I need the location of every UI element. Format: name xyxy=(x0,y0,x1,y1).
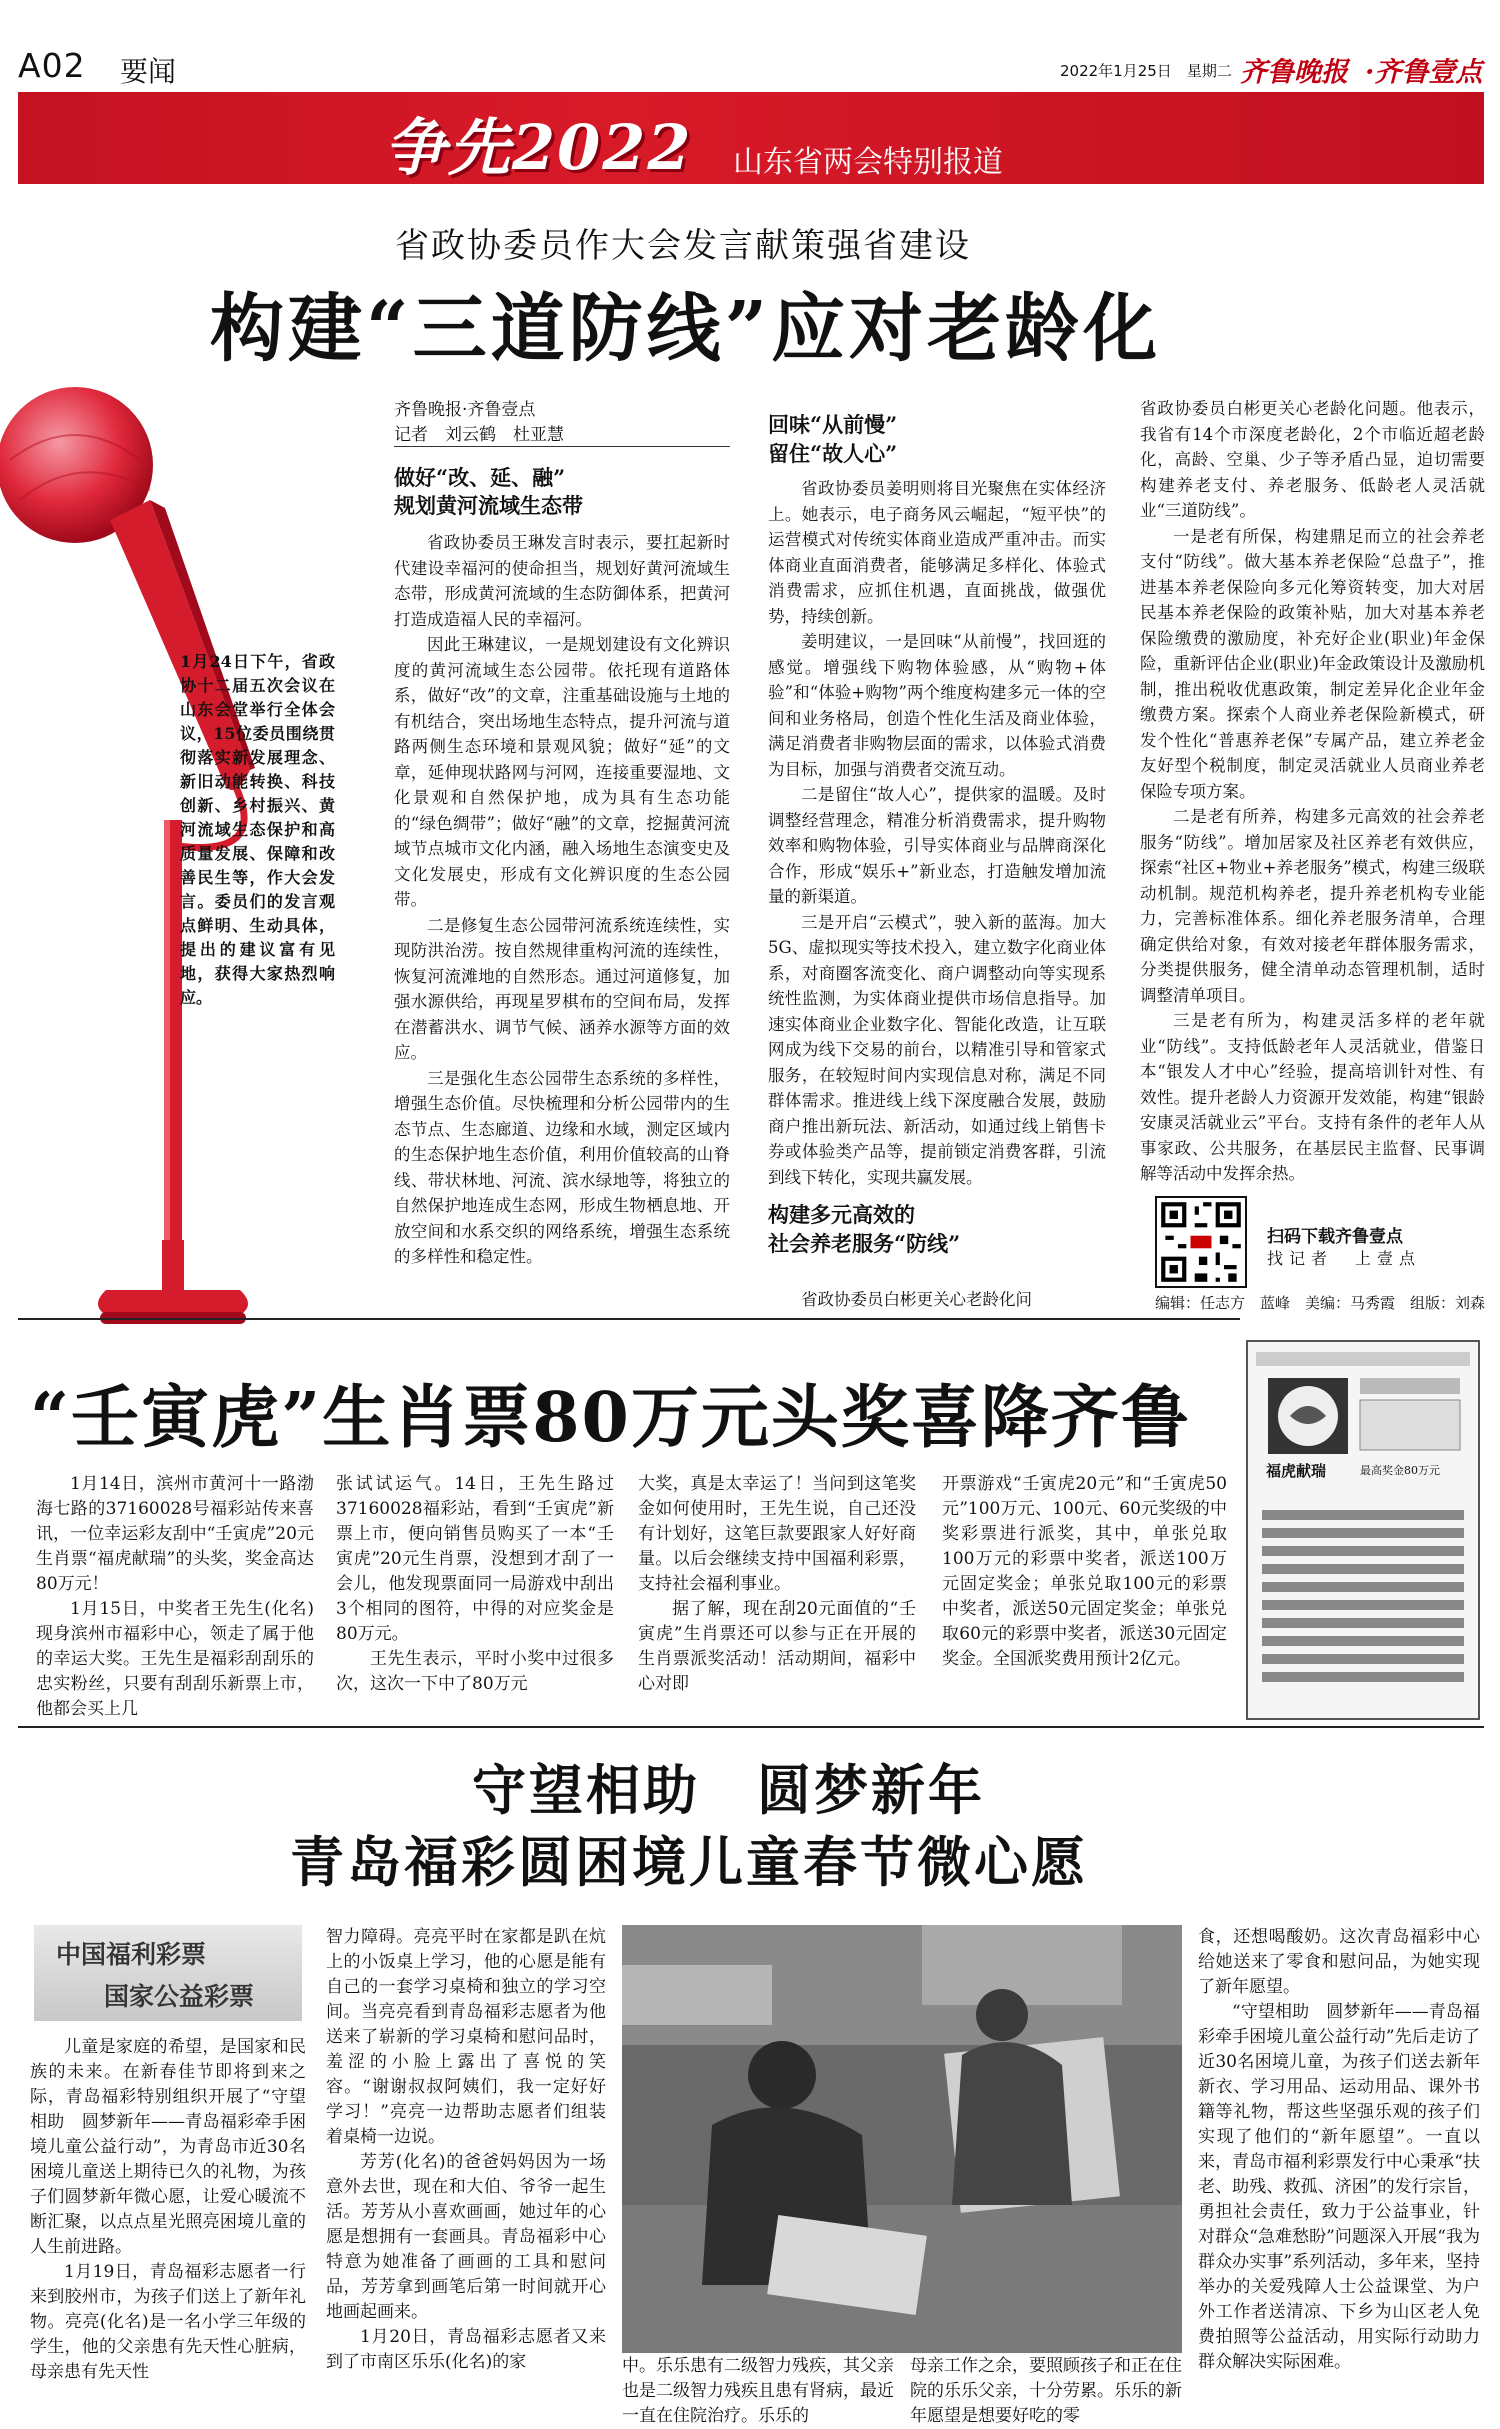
paragraph: 王先生表示，平时小奖中过很多次，这次一下中了80万元 xyxy=(336,1649,614,1694)
logo-line-2: 国家公益彩票 xyxy=(104,1982,255,2011)
paper-logo: 齐鲁晚报 xyxy=(1240,57,1348,88)
article1-column-3 xyxy=(1140,396,1485,1186)
photo-caption-right: 母亲工作之余，要照顾孩子和正在住院的乐乐父亲，十分劳累。乐乐的新年愿望是想要好吃的零 xyxy=(910,2356,1182,2426)
paragraph: 据了解，现在刮20元面值的“壬寅虎”生肖票还可以参与正在开展的生肖票派奖活动！活动期间，福彩中心对即 xyxy=(638,1599,916,1694)
paragraph: 省政协委员王琳发言时表示，要扛起新时代建设幸福河的使命担当，规划好黄河流域生态带，形成黄河流域的生态防御体系，把黄河打造成造福人民的幸福河。 xyxy=(394,533,730,629)
paragraph: 张试试运气。14日，王先生路过37160028福彩站，看到“壬寅虎”新票上市，便向销售员购买了一本“壬寅虎”20元生肖票，没想到才刮了一会儿，他发现票面同一局游戏中刮出3个相同的图符，中得的对应奖金是80万元。 xyxy=(336,1474,614,1644)
paragraph: 姜明建议，一是回味“从前慢”，找回逛的感觉。增强线下购物体验感，从“购物+体验”和“体验+购物”两个维度构建多元一体的空间和业务格局，创造个性化生活及商业体验，满足消费者非购物层面的需求，以体验式消费为目标，加强与消费者交流互动。 xyxy=(768,632,1106,779)
lottery-ticket-image xyxy=(1246,1340,1480,1720)
paragraph: 省政协委员姜明则将目光聚焦在实体经济上。她表示，电子商务风云崛起，“短平快”的运营模式对传统实体商业造成严重冲击。而实体商业直面消费者，能够满足多样化、体验式消费需求，应抓住机遇，直面挑战，做强优势，持续创新。 xyxy=(768,479,1106,626)
paragraph: “守望相助 圆梦新年——青岛福彩牵手困境儿童公益行动”先后走访了近30名困境儿童，为孩子们送去新年新衣、学习用品、运动用品、课外书籍等礼物，帮这些坚强乐观的孩子们实现了他们的“新年愿望”。一直以来，青岛市福利彩票发行中心秉承“扶老、助残、救孤、济困”的发行宗旨，勇担社会责任，致力于公益事业，针对群众“急难愁盼”问题深入开展“我为群众办实事”系列活动，多年来，坚持举办的关爱残障人士公益课堂、为户外工作者送清凉、下乡为山区老人免费拍照等公益活动，用实际行动助力群众解决实际困难。 xyxy=(1198,2002,1480,2372)
paragraph: 省政协委员白彬更关心老龄化问 xyxy=(801,1290,1032,1309)
article3-headline-2: 青岛福彩圆困境儿童春节微心愿 xyxy=(290,1830,1088,1894)
paragraph: 智力障碍。亮亮平时在家都是趴在炕上的小饭桌上学习，他的心愿是能有自己的一套学习桌椅和独立的学习空间。当亮亮看到青岛福彩志愿者为他送来了崭新的学习桌椅和慰问品时，羞涩的小脸上露出了喜悦的笑容。“谢谢叔叔阿姨们，我一定好好学习！”亮亮一边帮助志愿者们组装着桌椅一边说。 xyxy=(326,1927,606,2147)
byline-divider xyxy=(394,446,730,447)
paragraph: 三是开启“云模式”，驶入新的蓝海。加大5G、虚拟现实等技术投入，建立数字化商业体系，对商圈客流变化、商户调整动向等实现系统性监测，为实体商业提供市场信息指导。加速实体商业企业数字化、智能化改造，让互联网成为线下交易的前台，以精准引导和管家式服务，在较短时间内实现信息对称，满足不同群体需求。推进线上线下深度融合发展，鼓励商户推出新玩法、新活动，如通过线上销售卡券或体验类产品等，提前锁定消费客群，引流到线下转化，实现共赢发展。 xyxy=(768,912,1106,1187)
paragraph: 1月15日，中奖者王先生(化名)现身滨州市福彩中心，领走了属于他的幸运大奖。王先生是福彩刮刮乐的忠实粉丝，只要有刮刮乐新票上市，他都会买上几 xyxy=(36,1599,314,1719)
paragraph: 大奖，真是太幸运了！当问到这笔奖金如何使用时，王先生说，自己还没有计划好，这笔巨款要跟家人好好商量。以后会继续支持中国福利彩票，支持社会福利事业。 xyxy=(638,1474,916,1594)
section-name: 要闻 xyxy=(120,55,177,88)
article1-intro: 1月24日下午，省政协十二届五次会议在山东会堂举行全体会议，15位委员围绕贯彻落实新发展理念、新旧动能转换、科技创新、乡村振兴、黄河流域生态保护和高质量发展、保障和改善民生等，作大会发言。委员们的发言观点鲜明、生动具体，提出的建议富有见地，获得大家热烈响应。 xyxy=(180,652,335,1007)
lottery-ticket-graphic xyxy=(1248,1342,1478,1718)
paragraph: 1月20日，青岛福彩志愿者又来到了市南区乐乐(化名)的家 xyxy=(326,2327,606,2372)
paragraph: 1月19日，青岛福彩志愿者一行来到胶州市，为孩子们送上了新年礼物。亮亮(化名)是一名小学三年级的学生，他的父亲患有先天性心脏病，母亲患有先天性 xyxy=(30,2262,306,2382)
subheading-3: 构建多元高效的 社会养老服务“防线” xyxy=(768,1202,961,1256)
article3-column-2 xyxy=(326,1925,606,2410)
subheading-1: 做好“改、延、融” 规划黄河流域生态带 xyxy=(394,465,583,518)
article2-headline: “壬寅虎”生肖票80万元头奖喜降齐鲁 xyxy=(30,1378,1191,1458)
article1-headline: 构建“三道防线”应对老龄化 xyxy=(210,286,1162,372)
article2-column-2 xyxy=(336,1472,614,1727)
qr-code-icon[interactable] xyxy=(1155,1196,1247,1288)
app-logo: ·齐鲁壹点 xyxy=(1365,57,1483,88)
paragraph: 1月14日，滨州市黄河十一路渤海七路的37160028号福彩站传来喜讯，一位幸运彩友刮中“壬寅虎”20元生肖票“福虎献瑞”的头奖，奖金高达80万元！ xyxy=(36,1474,314,1594)
logo-line-1: 中国福利彩票 xyxy=(56,1940,207,1969)
paragraph: 三是强化生态公园带生态系统的多样性，增强生态价值。尽快梳理和分析公园带内的生态节点、生态廊道、边缘和水域，测定区域内的生态保护地生态价值，利用价值较高的山脊线、带状林地、河流、滨水绿地等，将独立的自然保护地连成生态网，形成生物栖息地、开放空间和水系交织的网络系统，增强生态系统的多样性和稳定性。 xyxy=(394,1068,730,1266)
article3-column-4 xyxy=(1198,1925,1480,2410)
paragraph: 二是留住“故人心”，提供家的温暖。及时调整经营理念，精准分析消费需求，提升购物效率和购物体验，引导实体商业与品牌商深化合作，形成“娱乐+”新业态，打造触发增加流量的新渠道。 xyxy=(768,785,1106,906)
ticket-prize: 最高奖金80万元 xyxy=(1360,1464,1440,1477)
ticket-title: 福虎献瑞 xyxy=(1266,1462,1327,1480)
article1-column-1 xyxy=(394,456,730,1326)
article1-column-2 xyxy=(768,400,1106,1310)
paragraph: 因此王琳建议，一是规划建设有文化辨识度的黄河流域生态公园带。依托现有道路体系，做好“改”的文章，注重基础设施与土地的有机结合，突出场地生态特点，提升河流与道路两侧生态环境和景观风貌；做好“延”的文章，延伸现状路网与河网，连接重要湿地、文化景观和自然保护地，成为具有生态功能的“绿色绸带”；做好“融”的文章，挖掘黄河流域节点城市文化内涵，融入场地生态演变史及文化发展史，形成有文化辨识度的生态公园带。 xyxy=(394,635,730,909)
paragraph: 芳芳(化名)的爸爸妈妈因为一场意外去世，现在和大伯、爷爷一起生活。芳芳从小喜欢画画，她过年的心愿是想拥有一套画具。青岛福彩中心特意为她准备了画画的工具和慰问品，芳芳拿到画笔后第一时间就开心地画起画来。 xyxy=(326,2152,606,2322)
article3-headline-1: 守望相助 圆梦新年 xyxy=(472,1758,985,1822)
volunteer-photo xyxy=(622,1925,1182,2353)
article2-column-3 xyxy=(638,1472,916,1727)
byline-outlet: 齐鲁晚报·齐鲁壹点 xyxy=(394,400,536,420)
paragraph: 三是老有所为，构建灵活多样的老年就业“防线”。支持低龄老年人灵活就业，借鉴日本“银发人才中心”经验，提高培训针对性、有效性。提升老龄人力资源开发效能，构建“银龄安康灵活就业云”平台。支持有条件的老年人从事家政、公共服务，在基层民主监督、民事调解等活动中发挥余热。 xyxy=(1140,1011,1485,1183)
editor-credits: 编辑：任志方 蓝峰 美编：马秀霞 组版：刘森 xyxy=(1155,1294,1486,1312)
banner-title: 争先2022 xyxy=(384,111,693,184)
paragraph: 食，还想喝酸奶。这次青岛福彩中心给她送来了零食和慰问品，为她实现了新年愿望。 xyxy=(1198,1927,1480,1997)
article3-column-1 xyxy=(30,2035,306,2410)
article2-column-1 xyxy=(36,1472,314,1727)
page-number: A02 xyxy=(18,46,86,85)
qr-caption: 扫码下载齐鲁壹点 xyxy=(1267,1227,1403,1247)
welfare-lottery-logo xyxy=(34,1925,302,2021)
subheading-2: 回味“从前慢” 留住“故人心” xyxy=(768,412,898,466)
paragraph: 一是老有所保，构建鼎足而立的社会养老支付“防线”。做大基本养老保险“总盘子”，推进基本养老保险向多元化筹资转变，加大对居民基本养老保险的政策补贴，加大对基本养老保险缴费的激励度，补充好企业(职业)年金保险，重新评估企业(职业)年金政策设计及激励机制，推出税收优惠政策，制定差异化企业年金缴费方案。探索个人商业养老保险新模式，研发个性化“普惠养老保”专属产品，建立养老金友好型个税制度，制定灵活就业人员商业养老保险专项方案。 xyxy=(1140,526,1485,801)
paragraph: 二是老有所养，构建多元高效的社会养老服务“防线”。增加居家及社区养老有效供应，探索“社区+物业+养老服务”模式，构建三级联动机制。规范机构养老，提升养老机构专业能力，完善标准体系。细化养老服务清单，合理确定供给对象，有效对接老年群体服务需求，分类提供服务，健全清单动态管理机制，适时调整清单项目。 xyxy=(1140,807,1485,1005)
article1-column-2-tail xyxy=(768,1287,1106,1314)
qr-slogan: 找记者 上壹点 xyxy=(1267,1249,1422,1268)
paragraph: 二是修复生态公园带河流系统连续性，实现防洪治涝。按自然规律重构河流的连续性，恢复河流滩地的自然形态。通过河道修复，加强水源供给，再现星罗棋布的空间布局，发挥在潜蓄洪水、调节气候、涵养水源等方面的效应。 xyxy=(394,915,730,1062)
volunteer-photo-graphic xyxy=(622,1925,1182,2353)
section-divider xyxy=(18,1726,1484,1728)
issue-date: 2022年1月25日 星期二 xyxy=(1060,62,1232,80)
paragraph: 省政协委员白彬更关心老龄化问题。他表示，我省有14个市深度老龄化，2个市临近超老龄化，高龄、空巢、少子等矛盾凸显，迫切需要构建养老支付、养老服务、低龄老人灵活就业“三道防线”。 xyxy=(1140,399,1485,520)
paragraph: 儿童是家庭的希望，是国家和民族的未来。在新春佳节即将到来之际，青岛福彩特别组织开展了“守望相助 圆梦新年——青岛福彩牵手困境儿童公益行动”，为青岛市近30名困境儿童送上期待已久的礼物，为孩子们圆梦新年微心愿，让爱心暖流不断汇聚，以点点星光照亮困境儿童的人生前进路。 xyxy=(30,2037,306,2257)
article1-kicker: 省政协委员作大会发言献策强省建设 xyxy=(395,226,971,266)
article1-byline xyxy=(394,398,726,448)
article2-column-4 xyxy=(942,1472,1227,1727)
section-divider xyxy=(18,1318,1240,1320)
byline-reporters: 记者 刘云鹤 杜亚慧 xyxy=(394,425,564,445)
photo-caption-left: 中。乐乐患有二级智力残疾，其父亲也是二级智力残疾且患有肾病，最近一直在住院治疗。乐乐的 xyxy=(622,2356,894,2426)
banner-subtitle: 山东省两会特别报道 xyxy=(733,145,1003,180)
paragraph: 开票游戏“壬寅虎20元”和“壬寅虎50元”100万元、100元、60元奖级的中奖彩票进行派奖，其中，单张兑取100万元的彩票中奖者，派送100万元固定奖金；单张兑取100元的彩票中奖者，派送50元固定奖金；单张兑取60元的彩票中奖者，派送30元固定奖金。全国派奖费用预计2亿元。 xyxy=(942,1474,1227,1669)
